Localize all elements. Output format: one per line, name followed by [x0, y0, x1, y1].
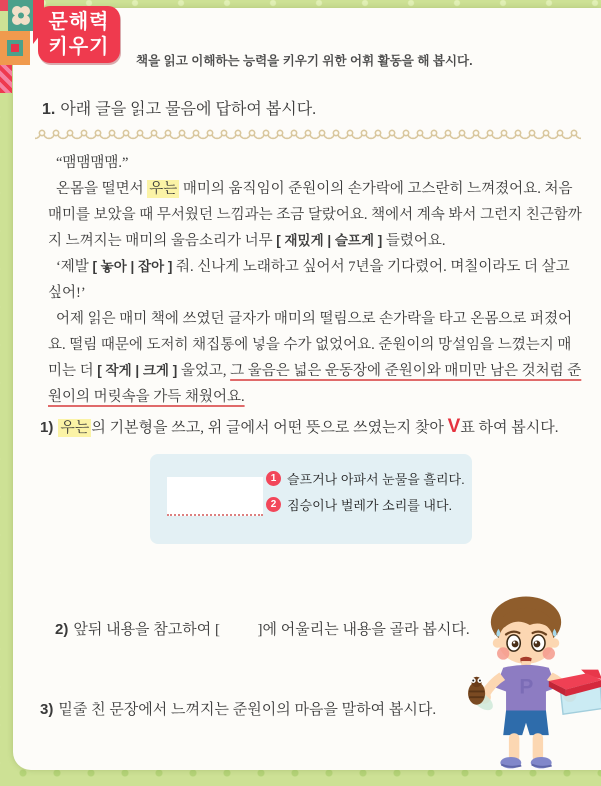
option-2-number-badge: 2	[266, 497, 281, 512]
sub-question-2-number: 2)	[55, 621, 69, 638]
reading-passage	[48, 150, 582, 410]
svg-text:P: P	[519, 675, 534, 699]
orange-patch	[0, 31, 30, 65]
main-question-text: 아래 글을 읽고 물음에 답하여 봅시다.	[60, 101, 317, 118]
sub-question-3-number: 3)	[40, 701, 54, 718]
section-subtitle: 책을 읽고 이해하는 능력을 키우기 위한 어휘 활동을 해 봅시다.	[136, 54, 473, 68]
sub-question-3-text: 밑줄 친 문장에서 느껴지는 준원이의 마음을 말하여 봅시다.	[58, 702, 437, 718]
badge-line1: 문해력	[48, 10, 110, 33]
worried-boy-illustration	[450, 586, 601, 776]
patch-core-square	[11, 44, 19, 52]
sub-question-2-text: 앞뒤 내용을 참고하여 [ ]에 어울리는 내용을 골라 봅시다.	[73, 622, 470, 638]
option-1	[266, 469, 465, 488]
option-1-text: 슬프거나 아파서 눈물을 흘리다.	[287, 472, 465, 487]
passage-paragraph: “맴맴맴맴.”	[55, 155, 129, 171]
main-question	[42, 96, 316, 119]
main-question-number: 1.	[42, 101, 56, 118]
sub-question-1	[40, 416, 580, 437]
sub-question-1-text: 우는 의 기본형을 쓰고, 위 글에서 어떤 뜻으로 쓰였는지 찾아 V표 하여 봅시다.	[60, 416, 559, 437]
answer-box	[150, 454, 472, 544]
option-2-text: 짐승이나 벌레가 소리를 내다.	[287, 498, 453, 513]
patch-red-square	[0, 0, 8, 11]
option-2	[266, 495, 465, 514]
meaning-options	[266, 469, 465, 521]
answer-blank	[167, 477, 263, 516]
patch-inner-square	[7, 40, 23, 56]
passage-paragraph: 어제 읽은 매미 책에 쓰였던 글자가 매미의 떨림으로 손가락을 타고 온몸으로 퍼졌어요. 떨림 때문에 도저히 채집통에 넣을 수가 없었어요. 준원이의 망설임을 느꼈는지 매미는 더 [ 작게 | 크게 ] 울었고, 그 울음은 넓은 운동장에 준원이와 매미만 남은 것처럼 준원이의 머릿속을 가득 채웠어요.	[48, 311, 582, 405]
passage-paragraph: ‘제발 [ 놓아 | 잡아 ] 줘. 신나게 노래하고 싶어서 7년을 기다렸어. 며칠이라도 더 살고 싶어!’	[48, 259, 570, 301]
badge-line2: 키우기	[48, 35, 110, 58]
flower-patch-icon	[8, 0, 33, 31]
striped-patch	[0, 65, 12, 93]
lace-border	[35, 128, 581, 143]
sub-question-1-number: 1)	[40, 419, 54, 436]
passage-paragraph: 온몸을 떨면서 우는 매미의 움직임이 준원이의 손가락에 고스란히 느껴졌어요. 처음 매미를 보았을 때 무서웠던 느낌과는 조금 달랐어요. 책에서 계속 봐서 그런지 친근함까지 느껴지는 매미의 울음소리가 너무 [ 재밌게 | 슬프게 ] 들렸어요.	[48, 181, 582, 249]
option-1-number-badge: 1	[266, 471, 281, 486]
section-badge	[38, 6, 120, 63]
